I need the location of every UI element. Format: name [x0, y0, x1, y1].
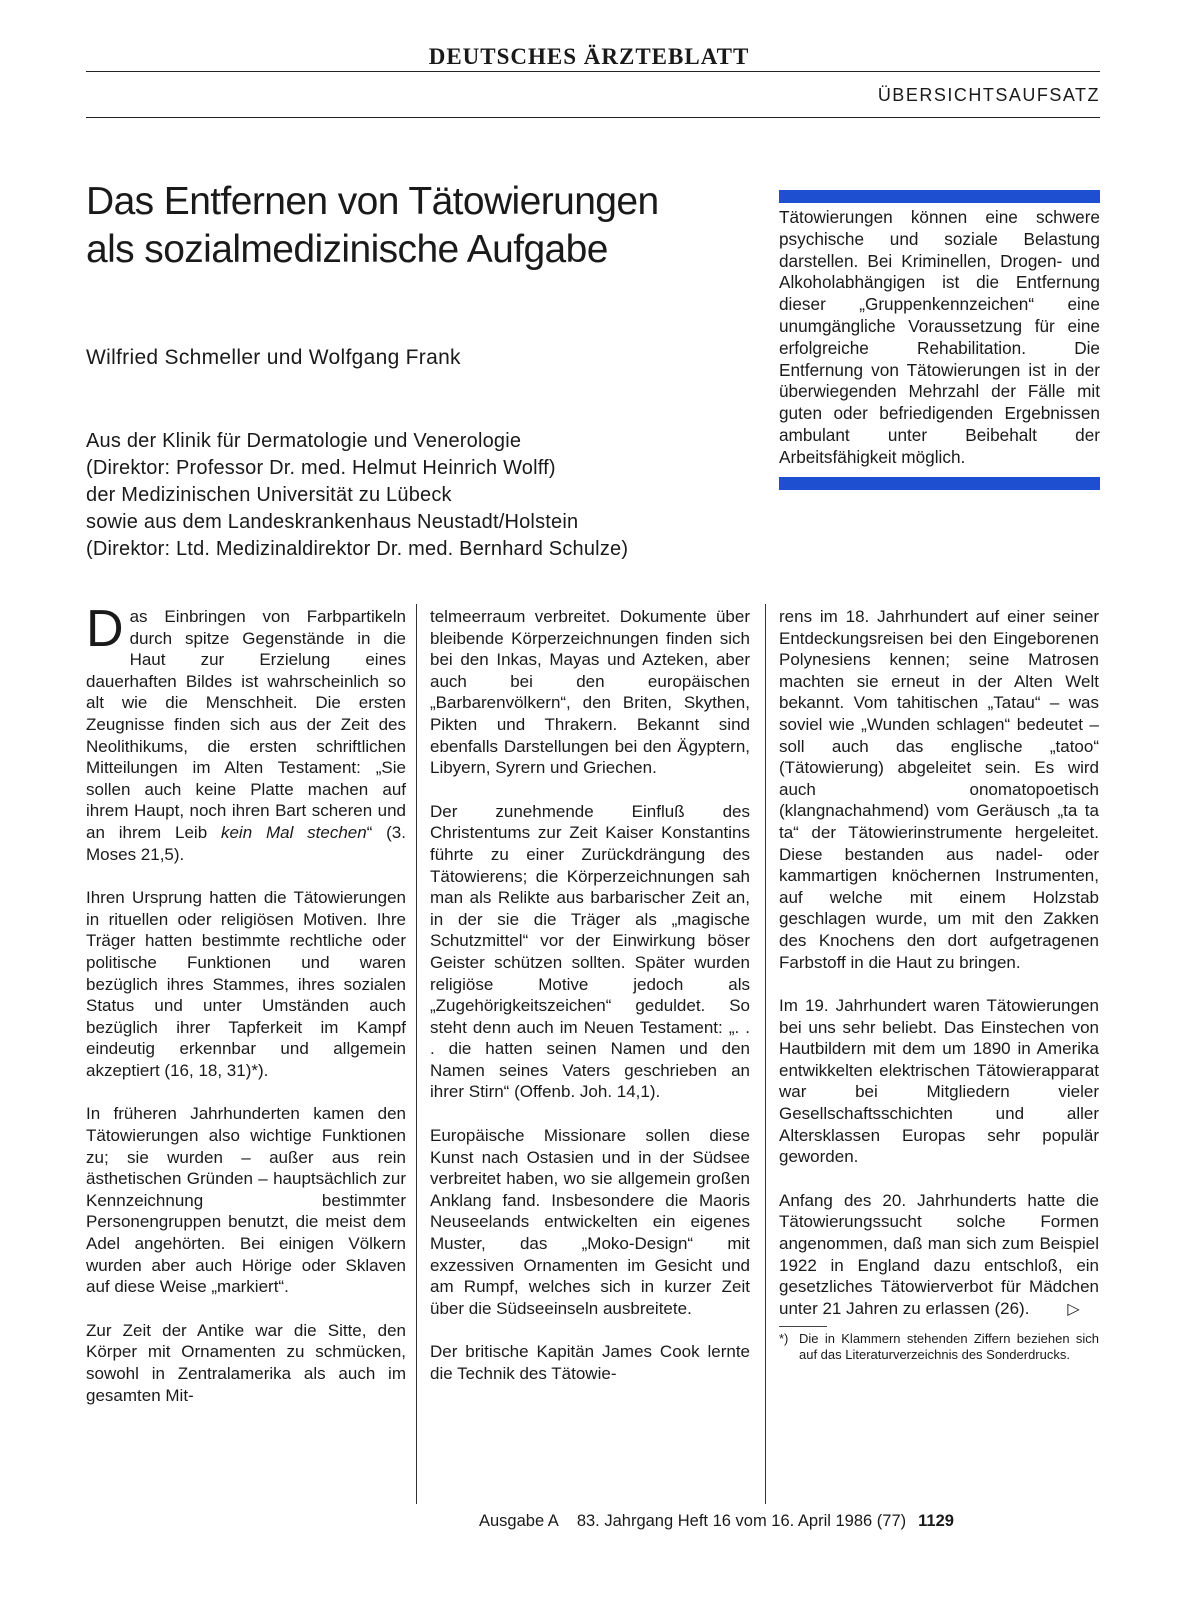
- paragraph: telmeerraum verbreitet. Dokumente über bleibende Körperzeichnungen finden sich bei den Inkas, Mayas und Azteken, aber auch bei den europäischen „Barbarenvölkern“, den Briten, Skythen, Pikten und Thrakern. Bekannt sind ebenfalls Darstellungen bei den Ägyptern, Libyern, Syrern und Griechen.: [430, 607, 750, 778]
- column-divider-1: [416, 604, 417, 1504]
- title-line-2: als sozialmedizinische Aufgabe: [86, 228, 608, 271]
- page-number: 1129: [918, 1512, 954, 1530]
- footnote-rule: [779, 1326, 827, 1327]
- paragraph: [779, 1190, 1099, 1321]
- column-divider-2: [765, 604, 766, 1504]
- page-footer: [479, 1512, 954, 1531]
- footer-issue: 83. Jahrgang Heft 16 vom 16. April 1986 (77): [576, 1512, 907, 1530]
- affiliation-line-1: Aus der Klinik für Dermatologie und Venerologie: [86, 430, 522, 452]
- abstract-box: [779, 190, 1100, 490]
- article-title: [86, 178, 736, 274]
- body-column-2: [430, 606, 750, 1407]
- affiliation-line-3: der Medizinischen Universität zu Lübeck: [86, 484, 452, 506]
- paragraph: Der zunehmende Einfluß des Christentums zur Zeit Kaiser Konstantins führte zu einer Zurückdrängung des Tätowierens; die Körperzeichnungen sah man als Relikte aus barbarischer Zeit an, in der sie die Träger als „magische Schutzmittel“ vor der Einwirkung böser Geister schützen sollten. Später wurden religiöse Motive jedoch als „Zugehörigkeitszeichen“ geduldet. So steht denn auch im Neuen Testament: „. . . die hatten seinen Namen und den Namen seines Vaters geschrieben an ihrer Stirn“ (Offenb. Joh. 14,1).: [430, 801, 750, 1102]
- continue-arrow-icon: ▷: [1067, 1300, 1080, 1318]
- footnote: [779, 1331, 1099, 1363]
- section-label: ÜBERSICHTSAUFSATZ: [877, 85, 1100, 105]
- abstract-bar-bottom: [779, 477, 1100, 490]
- affiliation-line-2: (Direktor: Professor Dr. med. Helmut Heinrich Wolff): [86, 457, 556, 479]
- article-authors: Wilfried Schmeller und Wolfgang Frank: [86, 346, 461, 369]
- paragraph: Europäische Missionare sollen diese Kunst nach Ostasien und in der Südsee verbreitet haben, wo sie allgemein großen Anklang fand. Insbesondere die Maoris Neuseelands entwickelten ein eigenes Muster, das „Moko-Design“ mit exzessiven Ornamenten im Gesicht und am Rumpf, welches sich in kurzer Zeit über die Südseeinseln ausbreitete.: [430, 1126, 750, 1318]
- abstract-bar-top: [779, 190, 1100, 203]
- paragraph-text: as Einbringen von Farbpartikeln durch spitze Gegenstände in die Haut zur Erzielung eines dauerhaften Bildes ist wahrscheinlich so alt wie die Menschheit. Die ersten Zeugnisse finden sich aus der Zeit des Neolithikums, die ersten schriftlichen Mitteilungen im Alten Testament: „Sie sollen auch keine Platte machen auf ihrem Haupt, noch ihren Bart scheren und an ihrem Leib: [86, 607, 406, 842]
- paragraph: Der britische Kapitän James Cook lernte die Technik des Tätowie-: [430, 1342, 750, 1383]
- paragraph: Im 19. Jahrhundert waren Tätowierungen bei uns sehr beliebt. Das Einstechen von Hautbildern mit dem um 1890 in Amerika entwikkelten elektrischen Tätowierapparat war bei Mitgliedern vieler Gesellschaftsschichten und aller Altersklassen Europas sehr populär geworden.: [779, 996, 1099, 1167]
- paragraph: [86, 600, 406, 865]
- quoted-emphasis: kein Mal stechen: [220, 822, 367, 842]
- affiliation-line-4: sowie aus dem Landeskrankenhaus Neustadt/Holstein: [86, 511, 579, 533]
- drop-cap: D: [86, 600, 124, 658]
- footer-edition: Ausgabe A: [479, 1512, 559, 1530]
- footnote-text: Die in Klammern stehenden Ziffern beziehen sich auf das Literaturverzeichnis des Sonderdrucks.: [799, 1331, 1099, 1363]
- abstract-text: Tätowierungen können eine schwere psychische und soziale Belastung darstellen. Bei Kriminellen, Drogen- und Alkoholabhängigen ist die Entfernung dieser „Gruppenkennzeichen“ eine unumgängliche Voraussetzung für eine erfolgreiche Rehabilitation. Die Entfernung von Tätowierungen ist in der überwiegenden Mehrzahl der Fälle mit guten oder befriedigenden Ergebnissen ambulant unter Beibehalt der Arbeitsfähigkeit möglich.: [779, 207, 1100, 467]
- paragraph: Zur Zeit der Antike war die Sitte, den Körper mit Ornamenten zu schmücken, sowohl in Zentralamerika als auch im gesamten Mit-: [86, 1320, 406, 1405]
- article-affiliation: [86, 428, 628, 563]
- paragraph: rens im 18. Jahrhundert auf einer seiner Entdeckungsreisen bei den Eingeborenen Polynesiens kennen; seine Matrosen machten sie erneut in der Alten Welt bekannt. Vom tahitischen „Tatau“ – was soviel wie „Wunden schlagen“ bedeutet – soll auch das englische „tatoo“ (Tätowierung) abgeleitet sein. Es wird auch onomatopoetisch (klangnachahmend) vom Geräusch „ta ta ta“ der Tätowierinstrumente hergeleitet. Diese bestanden aus nadel- oder kammartigen knöchernen Instrumenten, auf welche mit einem Holzstab geschlagen wurde, um mit den Zakken des Knochens den dort aufgetragenen Farbstoff in die Haut zu bringen.: [779, 607, 1099, 972]
- paragraph: In früheren Jahrhunderten kamen den Tätowierungen also wichtige Funktionen zu; sie wurden – außer aus rein ästhetischen Gründen – hauptsächlich zur Kennzeichnung bestimmter Personengruppen benutzt, die meist dem Adel angehörten. Bei einigen Völkern wurden aber auch Hörige oder Sklaven auf diese Weise „markiert“.: [86, 1104, 406, 1297]
- masthead-rule-top: [86, 71, 1100, 72]
- affiliation-line-5: (Direktor: Ltd. Medizinaldirektor Dr. med. Bernhard Schulze): [86, 538, 629, 560]
- journal-masthead: DEUTSCHES ÄRZTEBLATT: [428, 44, 750, 69]
- paragraph-text: Anfang des 20. Jahrhunderts hatte die Tätowierungssucht solche Formen angenommen, daß man sich zum Beispiel 1922 in England dazu entschloß, ein gesetzliches Tätowierverbot für Mädchen unter 21 Jahren zu erlassen (26).: [779, 1190, 1099, 1318]
- paragraph-text: “ (3. Moses 21,5).: [86, 822, 406, 864]
- masthead-rule-bottom: [86, 117, 1100, 118]
- body-column-1: [86, 600, 406, 1428]
- title-line-1: Das Entfernen von Tätowierungen: [86, 180, 659, 223]
- paragraph: Ihren Ursprung hatten die Tätowierungen in rituellen oder religiösen Motiven. Ihre Träger hatten bestimmte rechtliche oder politische Funktionen und waren bezüglich ihres Stammes, ihres sozialen Status und unter Umständen auch bezüglich ihrer Tapferkeit im Kampf eindeutig erkennbar und allgemein akzeptiert (16, 18, 31)*).: [86, 888, 406, 1080]
- body-column-3: [779, 606, 1099, 1385]
- footnote-mark: *): [779, 1331, 789, 1347]
